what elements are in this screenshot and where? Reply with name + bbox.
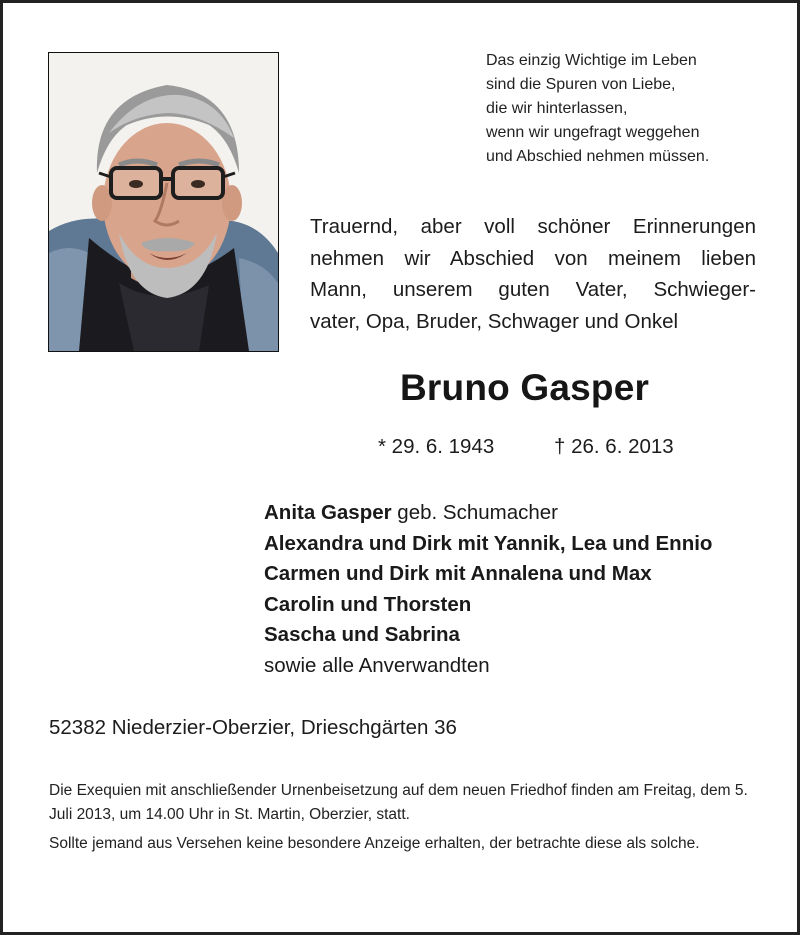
family-list: [264, 498, 712, 681]
family-member: [264, 529, 712, 560]
portrait-illustration: [49, 53, 278, 351]
family-member-name: Sascha und Sabrina: [264, 623, 460, 646]
notice-info: Sollte jemand aus Versehen keine besondere Anzeige erhalten, der betrachte diese als solche.: [49, 835, 700, 852]
poem-line: wenn wir ungefragt weggehen: [486, 124, 700, 141]
family-member-name: Carmen und Dirk mit Annalena und Max: [264, 562, 652, 585]
family-member: [264, 559, 712, 590]
poem-line: Das einzig Wichtige im Leben: [486, 52, 697, 69]
family-member-name: Alexandra und Dirk mit Yannik, Lea und Ennio: [264, 531, 713, 555]
spouse-name: Anita Gasper: [264, 501, 392, 524]
poem-line: sind die Spuren von Liebe,: [486, 76, 676, 93]
intro-line: nehmen wir Abschied von meinem lieben: [310, 246, 756, 270]
portrait-photo: [48, 52, 279, 352]
poem-line: die wir hinterlassen,: [486, 100, 628, 117]
deceased-name: Bruno Gasper: [400, 367, 650, 408]
family-member: [264, 590, 712, 621]
intro-line: Mann, unserem guten Vater, Schwieger-: [310, 278, 756, 301]
family-member: [264, 620, 712, 651]
address: 52382 Niederzier-Oberzier, Drieschgärten 36: [49, 716, 457, 739]
poem-line: und Abschied nehmen müssen.: [486, 148, 710, 165]
birth-date: * 29. 6. 1943: [378, 435, 495, 458]
intro-line: Trauernd, aber voll schöner Erinnerungen: [310, 215, 756, 238]
family-spouse: [264, 498, 712, 529]
spouse-maiden-name: geb. Schumacher: [391, 501, 558, 524]
family-member-name: Carolin und Thorsten: [264, 592, 472, 616]
death-date: † 26. 6. 2013: [554, 435, 674, 458]
intro-text: [310, 211, 756, 337]
notes: [49, 779, 757, 861]
poem: [486, 49, 709, 169]
family-closing: sowie alle Anverwandten: [264, 653, 490, 677]
service-info: Die Exequien mit anschließender Urnenbeisetzung auf dem neuen Friedhof finden am Freitag, dem 5. Juli 2013, um 14.00 Uhr in St. Martin, Oberzier, statt.: [49, 782, 748, 823]
intro-line: vater, Opa, Bruder, Schwager und Onkel: [310, 309, 679, 333]
